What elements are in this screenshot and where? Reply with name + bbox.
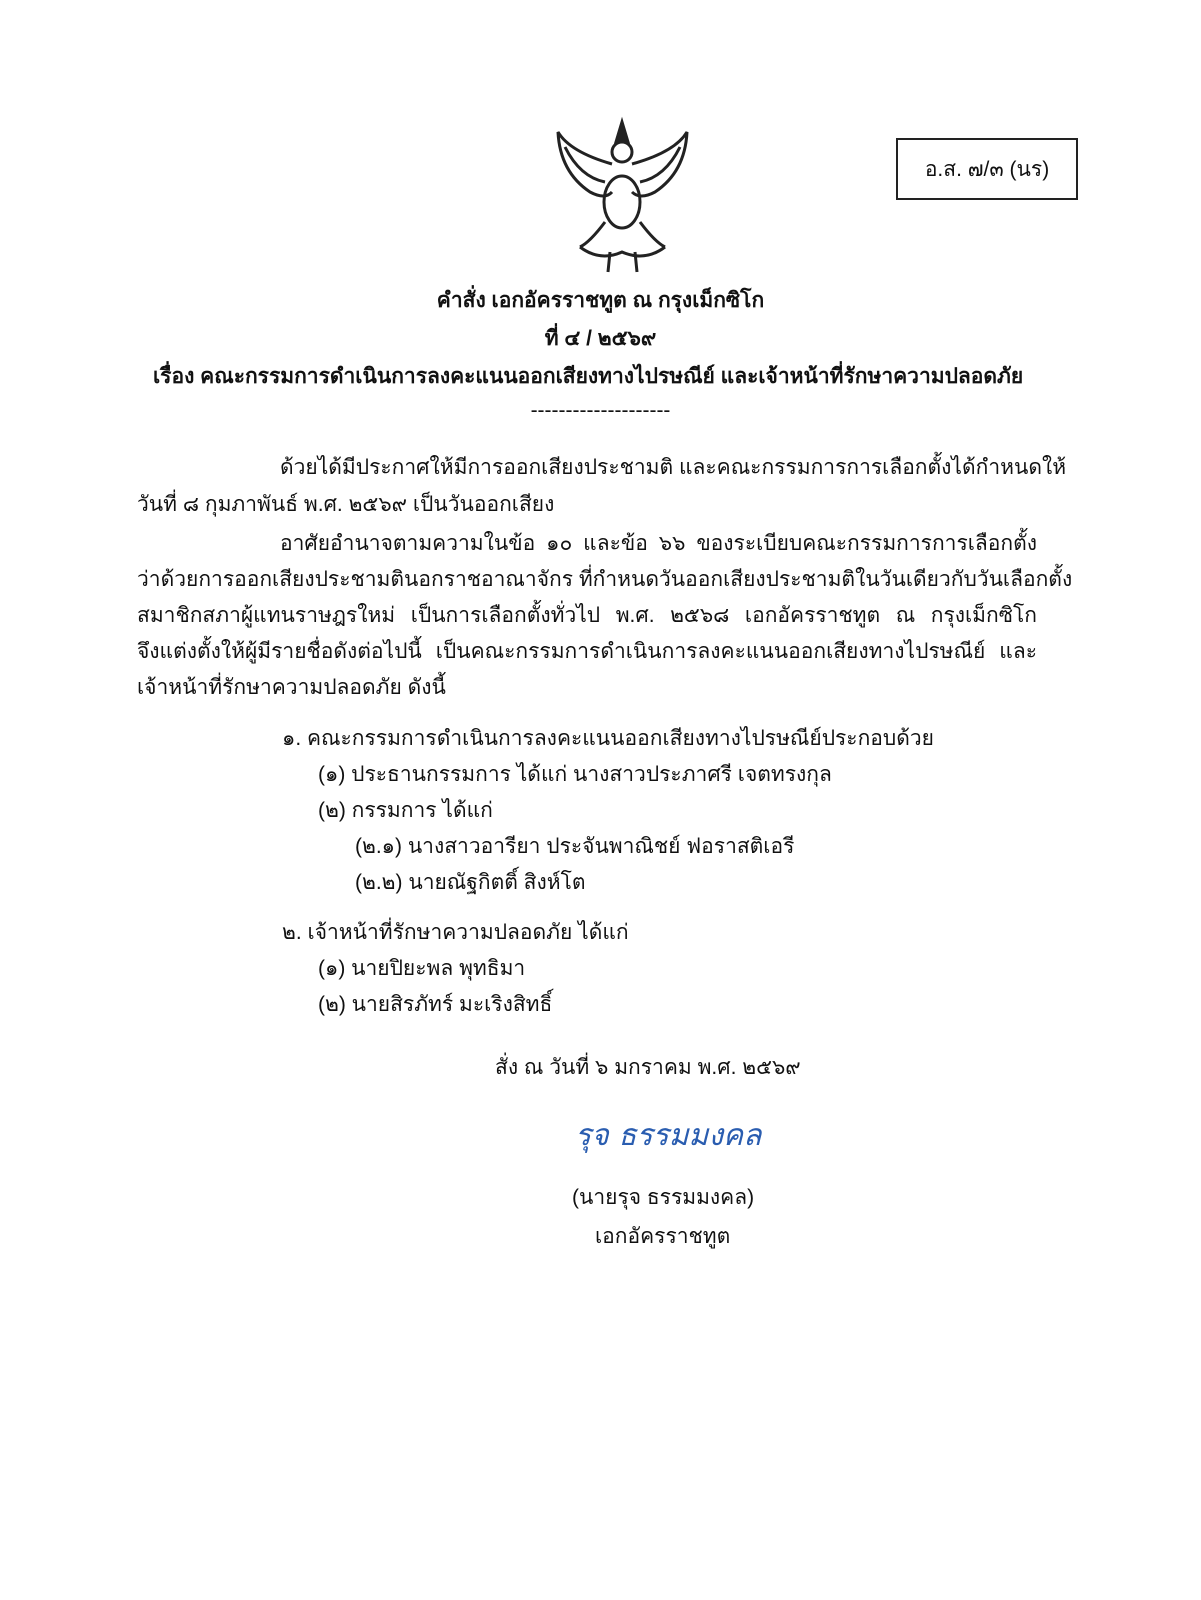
signer-position: เอกอัครราชทูต [595,1225,731,1248]
list-item: ๒. เจ้าหน้าที่รักษาความปลอดภัย ได้แก่ [282,921,629,944]
list-item: (๑) ประธานกรรมการ ได้แก่ นางสาวประภาศรี เจตทรงกุล [318,763,832,786]
signature: รุจ ธรรมมงคล [575,1118,762,1153]
document-reference-code [896,138,1078,200]
divider: -------------------- [530,399,671,422]
signer-name: (นายรุจ ธรรมมงคล) [572,1186,755,1209]
list-item: (๒.๒) นายณัฐกิตติ์ สิงห์โต [355,871,586,894]
body-line: จึงแต่งตั้งให้ผู้มีรายชื่อดังต่อไปนี้ เป็นคณะกรรมการดำเนินการลงคะแนนออกเสียงทางไปรษณีย์ และ [137,640,1037,663]
garuda-emblem-icon [550,112,695,277]
document-title: คำสั่ง เอกอัครราชทูต ณ กรุงเม็กซิโก [436,289,765,312]
document-number: ที่ ๔ / ๒๕๖๙ [544,327,657,350]
order-date: สั่ง ณ วันที่ ๖ มกราคม พ.ศ. ๒๕๖๙ [495,1056,801,1079]
list-item: (๒.๑) นางสาวอารียา ประจันพาณิชย์ ฟอราสติเอรี [355,835,795,858]
list-item: ๑. คณะกรรมการดำเนินการลงคะแนนออกเสียงทางไปรษณีย์ประกอบด้วย [282,727,934,750]
body-line: ด้วยได้มีประกาศให้มีการออกเสียงประชามติ และคณะกรรมการการเลือกตั้งได้กำหนดให้ [280,456,1067,479]
body-line: อาศัยอำนาจตามความในข้อ ๑๐ และข้อ ๖๖ ของระเบียบคณะกรรมการการเลือกตั้ง [280,532,1037,555]
body-line: ว่าด้วยการออกเสียงประชามตินอกราชอาณาจักร ที่กำหนดวันออกเสียงประชามติในวันเดียวกับวันเลือกตั้ง [137,568,1073,591]
body-line: เจ้าหน้าที่รักษาความปลอดภัย ดังนี้ [137,676,446,699]
reference-code-text: อ.ส. ๗/๓ (นร) [924,157,1050,181]
list-item: (๒) กรรมการ ได้แก่ [318,799,493,822]
body-line: สมาชิกสภาผู้แทนราษฎรใหม่ เป็นการเลือกตั้งทั่วไป พ.ศ. ๒๕๖๘ เอกอัครราชทูต ณ กรุงเม็กซิโก [137,604,1037,627]
list-item: (๑) นายปิยะพล พุทธิมา [318,957,526,980]
list-item: (๒) นายสิรภัทร์ มะเริงสิทธิ์ [318,993,553,1016]
document-subject: เรื่อง คณะกรรมการดำเนินการลงคะแนนออกเสียงทางไปรษณีย์ และเจ้าหน้าที่รักษาความปลอดภัย [153,365,1024,388]
body-line: วันที่ ๘ กุมภาพันธ์ พ.ศ. ๒๕๖๙ เป็นวันออกเสียง [137,493,555,516]
